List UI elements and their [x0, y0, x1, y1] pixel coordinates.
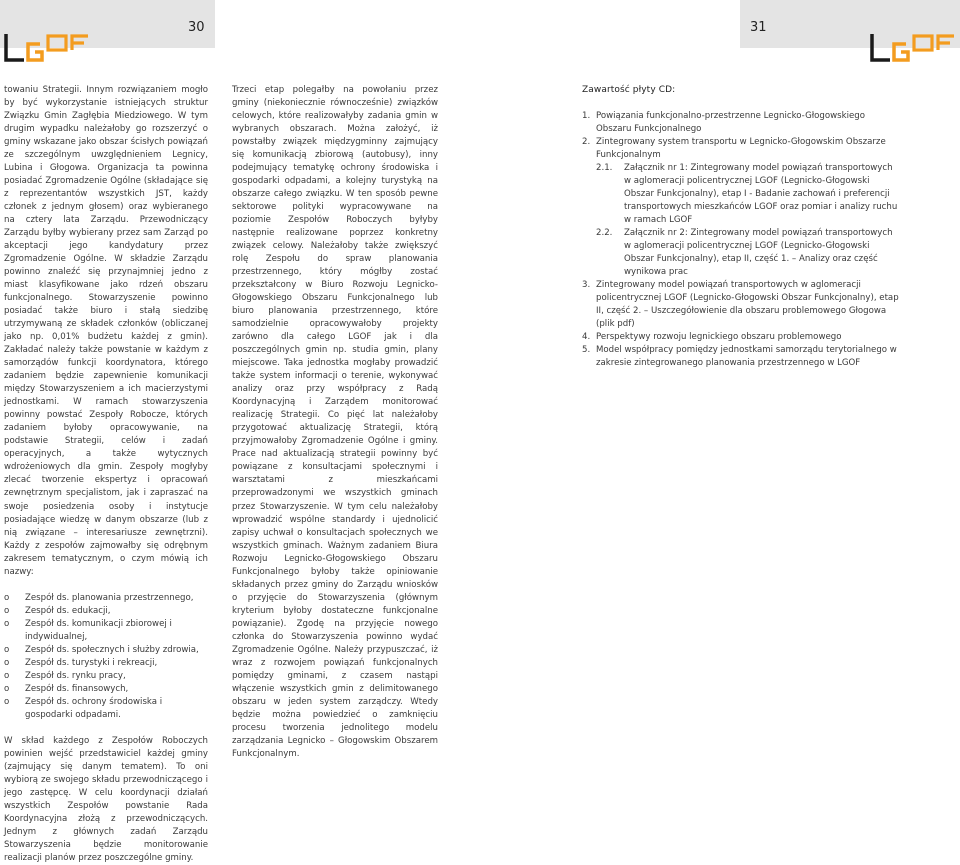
- cd-contents-title: Zawartość płyty CD:: [582, 85, 676, 95]
- toc-number: 2.1.: [596, 163, 613, 174]
- toc-subitem: [582, 227, 902, 279]
- list-item: o Zespół ds. ochrony środowiska i gospodarki odpadami.: [4, 696, 208, 722]
- lgof-logo: [4, 30, 94, 66]
- toc-text: Zintegrowany system transportu w Legnicko-Głogowskim Obszarze Funkcjonalnym: [596, 137, 886, 161]
- toc-item: [582, 110, 902, 136]
- page-number: 31: [750, 20, 767, 35]
- toc-text: Powiązania funkcjonalno-przestrzenne Legnicko-Głogowskiego Obszaru Funkcjonalnego: [596, 111, 866, 135]
- toc-number: 2.: [582, 137, 591, 148]
- lgof-logo: [870, 30, 960, 66]
- list-item: o Zespół ds. społecznych i służby zdrowia,: [4, 644, 208, 657]
- cd-contents: [582, 84, 902, 370]
- list-item: o Zespół ds. rynku pracy,: [4, 670, 208, 683]
- toc-text: Zintegrowany model powiązań transportowych w aglomeracji policentrycznej LGOF (Legnicko-Głogowski Obszar Funkcjonalny), etap II, część 2. – Uszczegółowienie dla obszaru problemowego Głogowa (plik pdf): [596, 280, 899, 330]
- toc-item: [582, 279, 902, 331]
- toc-text: Model współpracy pomiędzy jednostkami samorządu terytorialnego w zakresie zintegrowanego planowania przestrzennego w LGOF: [596, 345, 897, 369]
- page-number: 30: [188, 20, 205, 35]
- toc-text: Załącznik nr 2: Zintegrowany model powiązań transportowych w aglomeracji policentrycznej LGOF (Legnicko-Głogowski Obszar Funkcjonalny), etap II, część 1. – Analizy oraz część wynikowa prac: [624, 228, 893, 278]
- list-item: o Zespół ds. edukacji,: [4, 605, 208, 618]
- text-column-2: [232, 84, 438, 761]
- toc-subitem: [582, 162, 902, 227]
- text-column-1: [4, 84, 208, 865]
- list-item: o Zespół ds. komunikacji zbiorowej i indywidualnej,: [4, 618, 208, 644]
- toc-item: [582, 331, 902, 344]
- list-item: o Zespół ds. planowania przestrzennego,: [4, 592, 208, 605]
- left-page: [0, 0, 480, 863]
- paragraph: towaniu Strategii. Innym rozwiązaniem mogło by być wykorzystanie istniejących struktur Związku Gmin Zagłębia Miedziowego. W tym drugim wypadku należałoby go rozszerzyć o gminy wskazane jako obszar ścisłych powiązań ze szczególnym uwzględnieniem Legnicy, Lubina i Głogowa. Organizacja ta powinna posiadać Zgromadzenie Ogólne (składające się z reprezentantów wszystkich JST, każdy członek z jednym głosem) oraz wybieranego na cztery lata Zarządu. Przewodniczący Zarządu byłby wybierany przez sam Zarząd po akceptacji jego kandydatury przez Zgromadzenie Ogólne. W składzie Zarządu powinno znaleźć się przynajmniej jedno z miast klasyfikowane jako rdzeń obszaru funkcjonalnego. Stowarzyszenie powinno posiadać także biuro i stałą siedzibę utrzymywaną ze składek członków (obliczanej jako np. 0,01% budżetu każdej z gmin). Zakładać należy także powstanie w każdym z samorządów funkcji koordynatora, którego zadaniem będzie zapewnienie komunikacji między Stowarzyszeniem a ich macierzystymi jednostkami. W ramach stowarzyszenia powinny powstać Zespoły Robocze, których zadaniem byłoby opracowywanie, na podstawie Strategii, celów i zadań operacyjnych, a także wytycznych wdrożeniowych dla gmin. Zespoły mogłyby zlecać tworzenie ekspertyz i opracowań zewnętrznym specjalistom, jak i zapraszać na swoje posiedzenia osoby i instytucje posiadające wiedzę w danym obszarze (lub z nią związane – interesariusze zewnętrzni). Każdy z zespołów zajmowałby się odrębnym zakresem tematycznym, o czym mówią ich nazwy:: [4, 85, 208, 577]
- list-item: o Zespół ds. turystyki i rekreacji,: [4, 657, 208, 670]
- toc-text: Perspektywy rozwoju legnickiego obszaru problemowego: [596, 332, 842, 343]
- paragraph: Trzeci etap polegałby na powołaniu przez gminy (niekoniecznie równocześnie) związków celowych, które realizowałyby zadania gmin w wybranych obszarach. Można założyć, iż powstałby związek międzygminny zajmujący się komunikacją zbiorową (autobusy), inny podejmujący tematykę ochrony środowiska i gospodarki odpadami, a kolejny turystyką na obszarze całego związku. W ten sposób pewne sektorowe polityki wypracowywane na poziomie Zespołów Roboczych byłyby następnie realizowane poprzez konkretny związek celowy. Należałoby także zwiększyć rolę Zespołu do spraw planowania przestrzennego, który mógłby zostać przekształcony w Biuro Rozwoju Legnicko-Głogowskiego Obszaru Funkcjonalnego lub biuro planowania przestrzennego, które samodzielnie opracowywałoby projekty zarówno dla całego LGOF jak i dla poszczególnych gmin np. studia gmin, plany miejscowe. Taka jednostka mogłaby prowadzić także system informacji o terenie, wykonywać analizy oraz przy współpracy z Radą Koordynacyjną i Zarządem monitorować realizację Strategii. Co pięć lat należałoby przygotować aktualizację Strategii, którą przyjmowałoby Zgromadzenie Ogólne i gminy. Prace nad aktualizacją strategii powinny być powiązane z konsultacjami społecznymi i warsztatami z mieszkańcami przeprowadzonymi we wszystkich gminach przez Stowarzyszenie. W tym celu należałoby wprowadzić wspólne standardy i ujednolicić zapisy uchwał o konsultacjach społecznych we wszystkich gminach. Ważnym zadaniem Biura Rozwoju Legnicko-Głogowskiego Obszaru Funkcjonalnego byłoby także opiniowanie składanych przez gminy do Zarządu wniosków o przyjęcie do Stowarzyszenia (głównym kryterium byłoby dostateczne funkcjonalne powiązanie). Zgodę na przyjęcie nowego członka do Stowarzyszenia powinno wydać Zgromadzenie Ogólne. Należy przypuszczać, iż wraz z rozwojem powiązań funkcjonalnych pomiędzy gminami, z czasem nastąpi włączenie wszystkich gmin z delimitowanego obszaru w jeden system zarządczy. Wtedy będzie można powiedzieć o zamknięciu procesu tworzenia jednolitego modelu zarządzania Legnicko – Głogowskim Obszarem Funkcjonalnym.: [232, 85, 438, 759]
- paragraph: W skład każdego z Zespołów Roboczych powinien wejść przedstawiciel każdej gminy (zajmujący się danym tematem). To oni wybiorą ze swojego składu przewodniczącego i jego zastępcę. W celu koordynacji działań wszystkich Zespołów powstanie Rada Koordynacyjna złożą z przewodniczących. Jednym z głównych zadań Zarządu Stowarzyszenia będzie monitorowanie realizacji planów przez poszczególne gminy.: [4, 735, 208, 863]
- toc-item: [582, 136, 902, 162]
- toc-item: [582, 344, 902, 370]
- toc-number: 5.: [582, 345, 591, 356]
- toc-number: 3.: [582, 280, 591, 291]
- toc-number: 4.: [582, 332, 591, 343]
- toc-text: Załącznik nr 1: Zintegrowany model powiązań transportowych w aglomeracji policentrycznej LGOF (Legnicko-Głogowski Obszar Funkcjonalny), etap I - Badanie zachowań i preferencji transportowych mieszkańców LGOF oraz pomiar i analizy ruchu w ramach LGOF: [624, 163, 898, 226]
- list-item: o Zespół ds. finansowych,: [4, 683, 208, 696]
- teams-list: [4, 592, 208, 722]
- toc-number: 2.2.: [596, 228, 613, 239]
- toc-number: 1.: [582, 111, 591, 122]
